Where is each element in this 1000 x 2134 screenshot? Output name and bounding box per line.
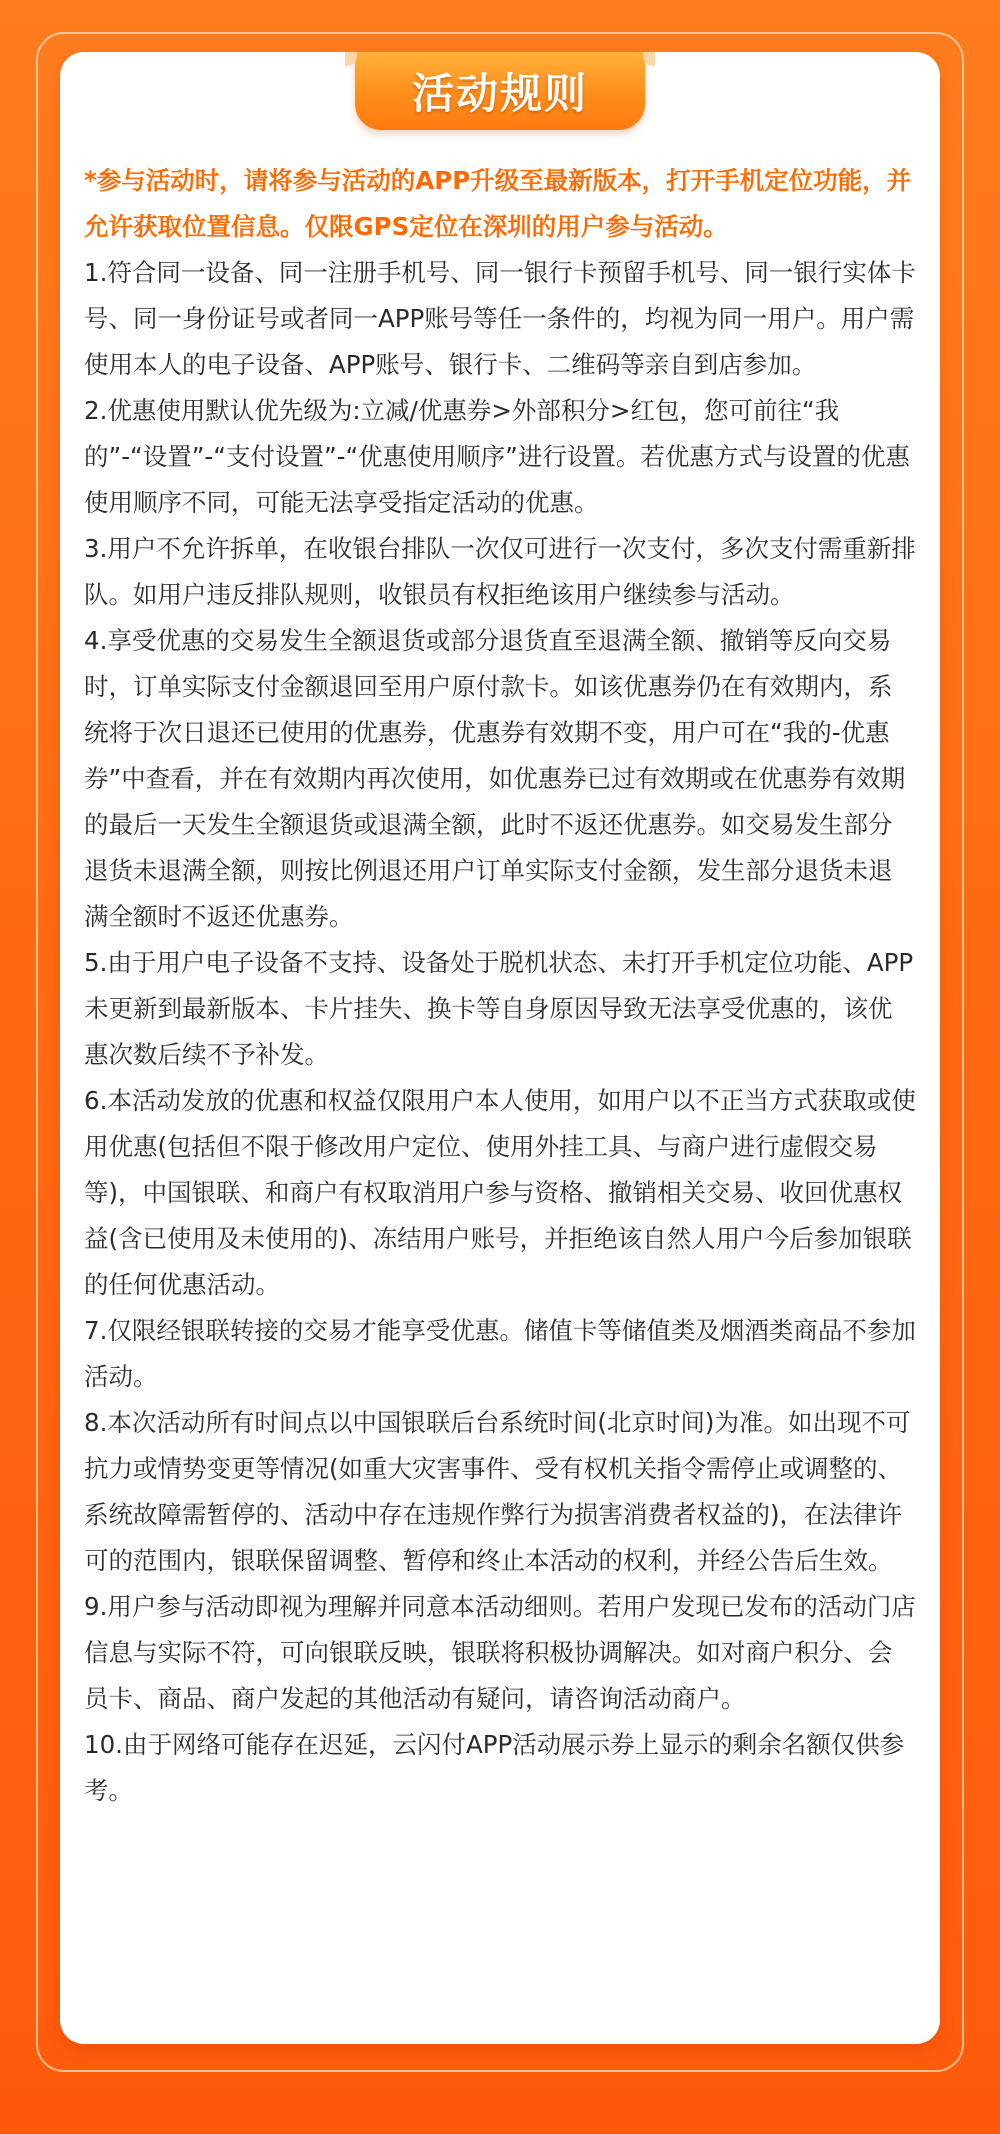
page-title: 活动规则 [411,69,588,118]
title-banner [355,52,645,130]
rule-item-3: 3.用户不允许拆单，在收银台排队一次仅可进行一次支付，多次支付需重新排队。如用户违反排队规则，收银员有权拒绝该用户继续参与活动。 [84,534,916,609]
rules-content [84,158,916,1814]
rule-item-4: 4.享受优惠的交易发生全额退货或部分退货直至退满全额、撤销等反向交易时，订单实际支付金额退回至用户原付款卡。如该优惠券仍在有效期内，系统将于次日退还已使用的优惠券，优惠券有效期不变，用户可在“我的-优惠券”中查看，并在有效期内再次使用，如优惠券已过有效期或在优惠券有效期的最后一天发生全额退货或退满全额，此时不返还优惠券。如交易发生部分退货未退满全额，则按比例退还用户订单实际支付金额，发生部分退货未退满全额时不返还优惠券。 [84,626,906,931]
rule-item-10: 10.由于网络可能存在迟延，云闪付APP活动展示券上显示的剩余名额仅供参考。 [84,1730,905,1805]
location-notice: *参与活动时，请将参与活动的APP升级至最新版本，打开手机定位功能，并允许获取位置信息。仅限GPS定位在深圳的用户参与活动。 [84,166,912,241]
rule-item-6: 6.本活动发放的优惠和权益仅限用户本人使用，如用户以不正当方式获取或使用优惠(包括但不限于修改用户定位、使用外挂工具、与商户进行虚假交易等)，中国银联、和商户有权取消用户参与资格、撤销相关交易、收回优惠权益(含已使用及未使用的)、冻结用户账号，并拒绝该自然人用户今后参加银联的任何优惠活动。 [84,1086,916,1299]
rule-item-8: 8.本次活动所有时间点以中国银联后台系统时间(北京时间)为准。如出现不可抗力或情势变更等情况(如重大灾害事件、受有权机关指令需停止或调整的、系统故障需暂停的、活动中存在违规作弊行为损害消费者权益的)，在法律许可的范围内，银联保留调整、暂停和终止本活动的权利，并经公告后生效。 [84,1408,911,1575]
rule-item-2: 2.优惠使用默认优先级为:立减/优惠券>外部积分>红包，您可前往“我的”-“设置”-“支付设置”-“优惠使用顺序”进行设置。若优惠方式与设置的优惠使用顺序不同，可能无法享受指定活动的优惠。 [84,396,910,517]
rule-item-5: 5.由于用户电子设备不支持、设备处于脱机状态、未打开手机定位功能、APP未更新到最新版本、卡片挂失、换卡等自身原因导致无法享受优惠的，该优惠次数后续不予补发。 [84,948,914,1069]
rule-item-9: 9.用户参与活动即视为理解并同意本活动细则。若用户发现已发布的活动门店信息与实际不符，可向银联反映，银联将积极协调解决。如对商户积分、会员卡、商品、商户发起的其他活动有疑问，请咨询活动商户。 [84,1592,916,1713]
rule-item-1: 1.符合同一设备、同一注册手机号、同一银行卡预留手机号、同一银行实体卡号、同一身份证号或者同一APP账号等任一条件的，均视为同一用户。用户需使用本人的电子设备、APP账号、银行卡、二维码等亲自到店参加。 [84,258,916,379]
rule-item-7: 7.仅限经银联转接的交易才能享受优惠。储值卡等储值类及烟酒类商品不参加活动。 [84,1316,916,1391]
